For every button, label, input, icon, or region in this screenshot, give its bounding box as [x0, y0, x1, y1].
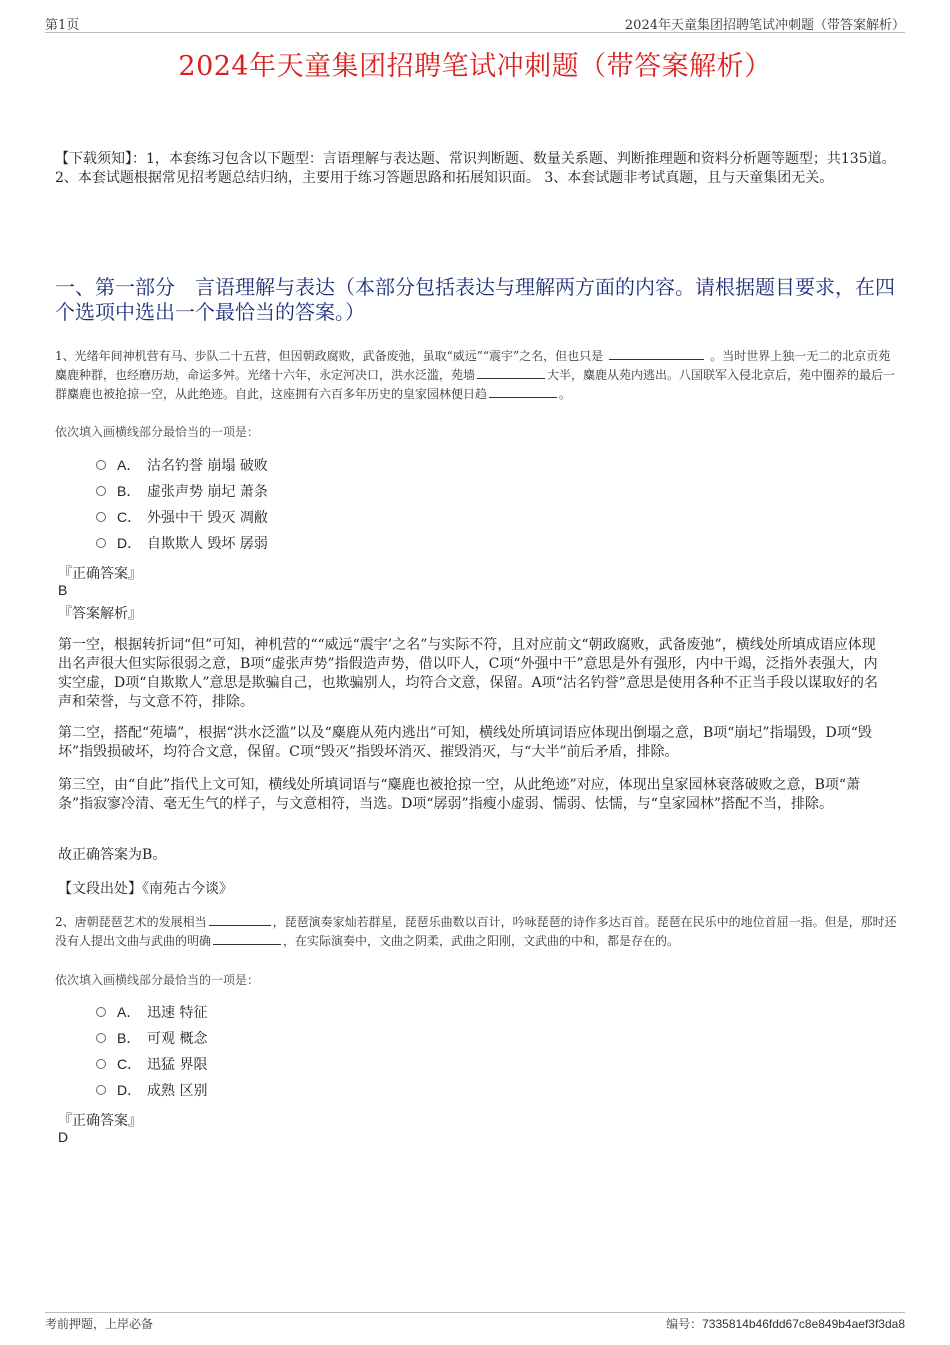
analysis-conclusion: 故正确答案为B。 [58, 847, 167, 863]
footer-slogan: 考前押题，上岸必备 [45, 1317, 154, 1331]
analysis-paragraph: 第二空，搭配“苑墙”，根据“洪水泛滥”以及“麋鹿从苑内逃出”可知，横线处所填词语应体现出倒塌之意，B项“崩圮”指塌毁，D项“毁坏”指毁损破坏，均符合文意，保留。C项“毁灭”指毁坏消灭、摧毁消灭，与“大半”前后矛盾，排除。 [58, 725, 872, 760]
question-2-stem: 2、唐朝琵琶艺术的发展相当 ，琵琶演奏家灿若群星，琵琶乐曲数以百计，吟咏琵琶的诗作多达百首。琵琶在民乐中的地位首屈一指。但是，那时还没有人提出文曲与武曲的明确 ，在实际演奏中，文曲之阴柔，武曲之阳刚，文武曲的中和，都是存在的。 [55, 915, 897, 948]
option-a[interactable]: A． 沽名钓誉 崩塌 破败 [96, 452, 268, 478]
question-1-stem: 1、光绪年间神机营有马、步队二十五营，但因朝政腐败，武备废弛，虽取“威远”“震宇”之名，但也只是 。当时世界上独一无二的北京贡苑麋鹿种群，也经磨历劫，命运多舛。光绪十六年，永定河决口，洪水泛滥，苑墙 大半，麋鹿从苑内逃出。八国联军入侵北京后，苑中圈养的最后一群麋鹿也被抢掠一空，从此绝迹。自此，这座拥有六百多年历史的皇家园林便日趋 。 [55, 349, 896, 401]
radio-icon[interactable] [96, 486, 106, 496]
option-b[interactable]: B． 虚张声势 崩圮 萧条 [96, 478, 268, 504]
analysis-paragraph: 第一空，根据转折词“但”可知，神机营的““威远“震宇’之名”与实际不符，且对应前文“朝政腐败，武备废弛”，横线处所填成语应体现出名声很大但实际很弱之意，B项“虚张声势”指假造声势，借以吓人，C项“外强中干”意思是外有强形，内中干竭，泛指外表强大，内实空虚，D项“自欺欺人”意思是欺骗自己，也欺骗别人，均符合文意，保留。A项“沽名钓誉”意思是使用各种不正当手段以谋取好的名声和荣誉，与文意不符，排除。 [58, 637, 878, 710]
question-1-prompt: 依次填入画横线部分最恰当的一项是： [55, 425, 260, 439]
answer-blank [477, 367, 545, 379]
document-title: 2024年天童集团招聘笔试冲刺题（带答案解析） [178, 51, 772, 82]
option-d[interactable]: D． 成熟 区别 [96, 1077, 207, 1103]
answer-blank [213, 933, 281, 945]
option-d[interactable]: D． 自欺欺人 毁坏 孱弱 [96, 530, 268, 556]
option-c[interactable]: C． 外强中干 毁灭 凋敝 [96, 504, 268, 530]
analysis-paragraph: 第三空，由“自此”指代上文可知，横线处所填词语与“麋鹿也被抢掠一空，从此绝迹”对应，体现出皇家园林衰落破败之意，B项“萧条”指寂寥冷清、毫无生气的样子，与文意相符，当选。D项“孱弱”指瘦小虚弱、懦弱、怯懦，与“皇家园林”搭配不当，排除。 [58, 777, 861, 812]
answer-blank [489, 386, 557, 398]
option-c[interactable]: C． 迅猛 界限 [96, 1051, 207, 1077]
document-code: 编号：7335814b46fdd67c8e849b4aef3f3da8 [666, 1317, 905, 1331]
correct-answer: B [58, 582, 68, 598]
download-notice: 【下载须知】：1，本套练习包含以下题型：言语理解与表达题、常识判断题、数量关系题、判断推理题和资料分析题等题型；共135道。 2、本套试题根据常见招考题总结归纳，主要用于练习答题思路和拓展知识面。 3、本套试题非考试真题，且与天童集团无关。 [55, 151, 896, 186]
correct-answer: D [58, 1129, 69, 1145]
section-heading: 一、第一部分 言语理解与表达（本部分包括表达与理解两方面的内容。请根据题目要求，在四个选项中选出一个最恰当的答案。） [55, 275, 895, 324]
radio-icon[interactable] [96, 1059, 106, 1069]
radio-icon[interactable] [96, 538, 106, 548]
question-2-options [96, 999, 207, 1103]
header-doc-title: 2024年天童集团招聘笔试冲刺题（带答案解析） [624, 18, 905, 33]
correct-answer-label: 『正确答案』 [58, 1113, 142, 1129]
page-footer [45, 1312, 905, 1331]
radio-icon[interactable] [96, 1085, 106, 1095]
radio-icon[interactable] [96, 460, 106, 470]
page-number: 第1页 [45, 18, 80, 33]
question-1-options [96, 452, 268, 556]
question-2-prompt: 依次填入画横线部分最恰当的一项是： [55, 973, 260, 987]
option-a[interactable]: A． 迅速 特征 [96, 999, 207, 1025]
radio-icon[interactable] [96, 1033, 106, 1043]
source-citation: 【文段出处】《南苑古今谈》 [58, 881, 233, 897]
correct-answer-label: 『正确答案』 [58, 566, 142, 582]
page-header [45, 12, 905, 33]
answer-blank [209, 914, 271, 926]
answer-blank [609, 348, 704, 360]
option-b[interactable]: B． 可观 概念 [96, 1025, 207, 1051]
radio-icon[interactable] [96, 1007, 106, 1017]
radio-icon[interactable] [96, 512, 106, 522]
analysis-label: 『答案解析』 [58, 606, 142, 622]
